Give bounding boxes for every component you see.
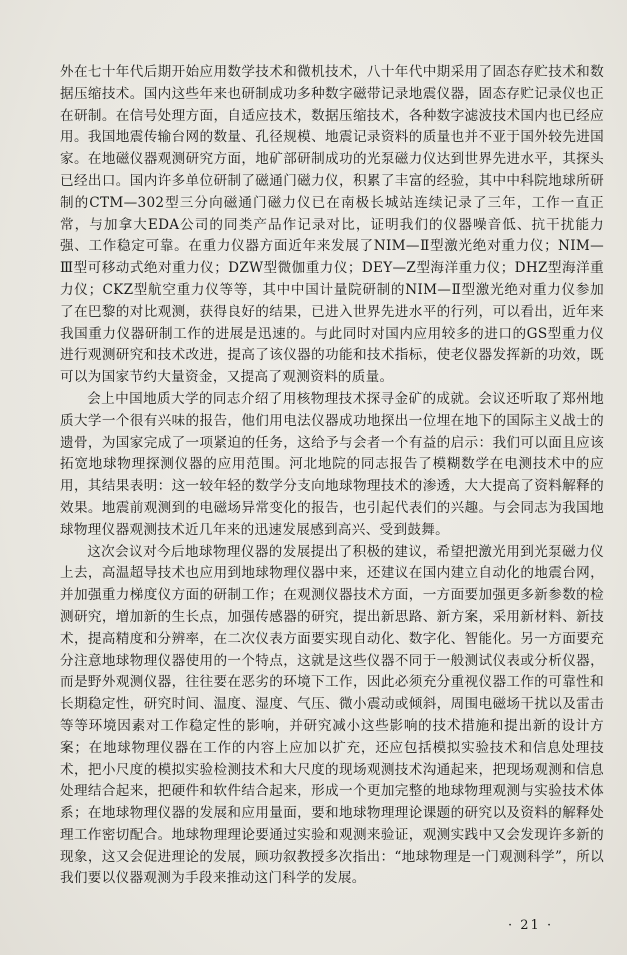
paragraph-3: 这次会议对今后地球物理仪器的发展提出了积极的建议，希望把激光用到光泵磁力仪上去，高温超导技术也应用到地球物理仪器中来，还建议在国内建立自动化的地震台网，并加强重力梯度仪方面的研制工作；在观测仪器技术方面，一方面要加强更多新参数的检测研究，增加新的生长点，加强传感器的研究，提出新思路、新方案，采用新材料、新技术，提高精度和分辨率，在二次仪表方面要实现自动化、数字化、智能化。另一方面要充分注意地球物理仪器使用的一个特点，这就是这些仪器不同于一般测试仪表或分析仪器，而是野外观测仪器，往往要在恶劣的环境下工作，因此必须充分重视仪器工作的可靠性和长期稳定性，研究时间、温度、湿度、气压、微小震动或倾斜，周围电磁场干扰以及雷击等等环境因素对工作稳定性的影响，并研究减小这些影响的技术措施和提出新的设计方案；在地球物理仪器在工作的内容上应加以扩充，还应包括模拟实验技术和信息处理技术，把小尺度的模拟实验检测技术和大尺度的现场观测技术沟通起来，把现场观测和信息处理结合起来，把硬件和软件结合起来，形成一个更加完整的地球物理观测与实验技术体系；在地球物理仪器的发展和应用量面，要和地球物理理论课题的研究以及资料的解释处理工作密切配合。地球物理理论要通过实验和观测来验证，观测实践中又会发现许多新的现象，这又会促进理论的发展，顾功叙教授多次指出：“地球物理是一门观测科学”，所以我们要以仪器观测为手段来推动这门科学的发展。 (60, 543, 604, 887)
paragraph-1: 外在七十年代后期开始应用数学技术和微机技术，八十年代中期采用了固态存贮技术和数据压缩技术。国内这些年来也研制成功多种数字磁带记录地震仪器，固态存贮记录仪也正在研制。在信号处理方面，自适应技术，数据压缩技术，各种数字滤波技术国内也已经应用。我国地震传输台网的数量、孔径规模、地震记录资料的质量也并不亚于国外较先进国家。在地磁仪器观测研究方面，地矿部研制成功的光泵磁力仪达到世界先进水平，其探头已经出口。国内许多单位研制了磁通门磁力仪，积累了丰富的经验，其中中科院地球所研制的CTM—302型三分向磁通门磁力仪已在南极长城站连续记录了三年，工作一直正常，与加拿大EDA公司的同类产品作记录对比，证明我们的仪器噪音低、抗干扰能力强、工作稳定可靠。在重力仪器方面近年来发展了NIM—Ⅱ型激光绝对重力仪；NIM—Ⅲ型可移动式绝对重力仪；DZW型微伽重力仪；DEY—Z型海洋重力仪；DHZ型海洋重力仪；CKZ型航空重力仪等等，其中中国计量院研制的NIM—Ⅱ型激光绝对重力仪参加了在巴黎的对比观测，获得良好的结果，已进入世界先进水平的行列，可以看出，近年来我国重力仪器研制工作的进展是迅速的。与此同时对国内应用较多的进口的GS型重力仪进行观测研究和技术改进，提高了该仪器的功能和技术指标，使老仪器发挥新的功效，既可以为国家节约大量资金，又提高了观测资料的质量。 (60, 64, 604, 386)
body-text (60, 62, 604, 890)
page-number: · 21 · (508, 918, 554, 933)
paragraph-2: 会上中国地质大学的同志介绍了用核物理技术探寻金矿的成就。会议还听取了郑州地质大学一个很有兴味的报告，他们用电法仪器成功地探出一位埋在地下的国际主义战士的遗骨，为国家完成了一项紧迫的任务，这给予与会者一个有益的启示：我们可以面且应该拓宽地球物理探测仪器的应用范围。河北地院的同志报告了模糊数学在电测技术中的应用，其结果表明：这一较年轻的数学分支向地球物理技术的渗透，大大提高了资料解释的效果。地震前观测到的电磁场异常变化的报告，也引起代表们的兴趣。与会同志为我国地球物理仪器观测技术近几年来的迅速发展感到高兴、受到鼓舞。 (60, 390, 604, 538)
